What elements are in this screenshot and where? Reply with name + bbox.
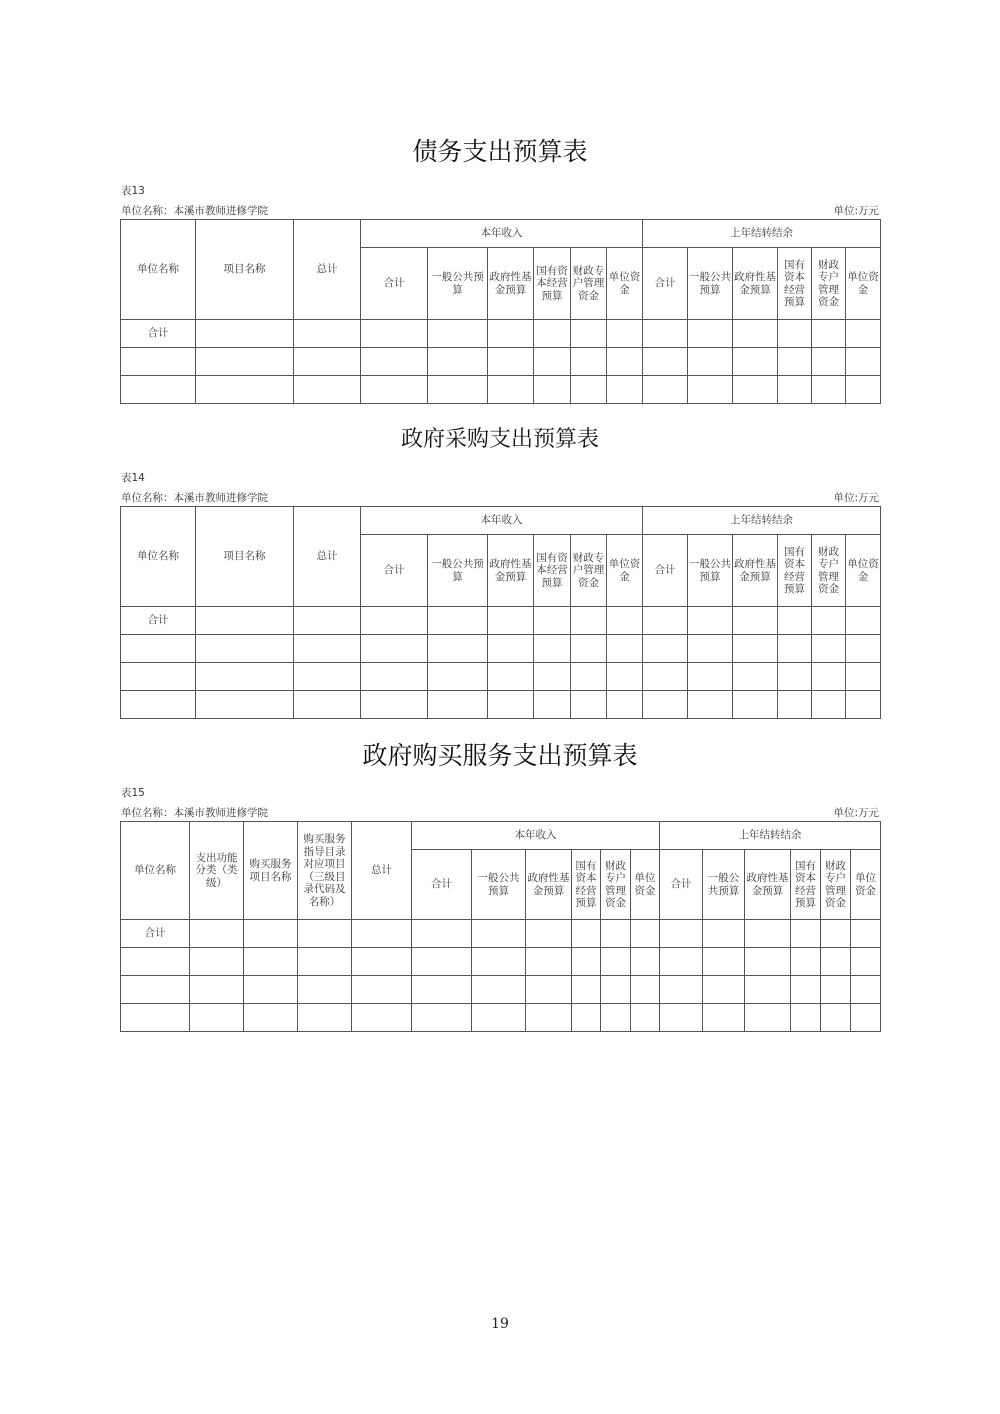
header-cy-unit-fund: 单位资金 xyxy=(607,535,643,607)
table-row xyxy=(121,1004,881,1032)
header-co-unit-fund: 单位资金 xyxy=(846,535,881,607)
header-co-state-capital: 国有资本经营预算 xyxy=(778,248,812,320)
header-unit-name: 单位名称 xyxy=(121,507,196,607)
header-cy-state-capital: 国有资本经营预算 xyxy=(534,248,571,320)
header-cy-general: 一般公共预算 xyxy=(428,535,488,607)
header-unit-name: 单位名称 xyxy=(121,822,190,920)
header-co-general: 一般公共预算 xyxy=(703,850,745,920)
table-row-total xyxy=(121,920,881,948)
table-row xyxy=(121,635,881,663)
table15 xyxy=(120,821,881,1032)
header-co-gov-fund: 政府性基金预算 xyxy=(745,850,791,920)
header-project-name: 项目名称 xyxy=(196,507,294,607)
header-cy-gov-fund: 政府性基金预算 xyxy=(488,535,534,607)
header-carryover: 上年结转结余 xyxy=(643,220,881,248)
header-cy-sum: 合计 xyxy=(412,850,472,920)
table13-unit-name: 单位名称：本溪市教师进修学院 xyxy=(121,205,268,217)
header-total: 总计 xyxy=(294,507,361,607)
total-row-label: 合计 xyxy=(121,607,196,635)
table-row xyxy=(121,691,881,719)
header-total: 总计 xyxy=(352,822,412,920)
header-cy-fiscal-special: 财政专户管理资金 xyxy=(571,535,607,607)
header-cy-general: 一般公共预算 xyxy=(472,850,526,920)
header-cy-state-capital: 国有资本经营预算 xyxy=(572,850,601,920)
header-guide-catalog: 购买服务指导目录对应项目（三级目录代码及名称） xyxy=(298,822,352,920)
table13-title: 债务支出预算表 xyxy=(412,137,588,166)
header-co-sum: 合计 xyxy=(660,850,703,920)
table15-title: 政府购买服务支出预算表 xyxy=(362,741,638,770)
table-row-total xyxy=(121,320,881,348)
header-cy-sum: 合计 xyxy=(361,248,428,320)
header-func-class: 支出功能分类（类级） xyxy=(190,822,244,920)
header-co-fiscal-special: 财政专户管理资金 xyxy=(812,535,846,607)
header-total: 总计 xyxy=(294,220,361,320)
table13-unit: 单位:万元 xyxy=(833,205,879,217)
table-row xyxy=(121,663,881,691)
table14-unit: 单位:万元 xyxy=(833,492,879,504)
header-cy-state-capital: 国有资本经营预算 xyxy=(534,535,571,607)
header-cy-gov-fund: 政府性基金预算 xyxy=(488,248,534,320)
header-cy-sum: 合计 xyxy=(361,535,428,607)
header-carryover: 上年结转结余 xyxy=(643,507,881,535)
table14-number: 表14 xyxy=(121,472,145,484)
table13 xyxy=(120,219,881,404)
header-co-sum: 合计 xyxy=(643,535,688,607)
header-cy-general: 一般公共预算 xyxy=(428,248,488,320)
header-co-state-capital: 国有资本经营预算 xyxy=(778,535,812,607)
header-cy-gov-fund: 政府性基金预算 xyxy=(526,850,572,920)
header-co-sum: 合计 xyxy=(643,248,688,320)
header-current-year: 本年收入 xyxy=(412,822,660,850)
header-co-unit-fund: 单位资金 xyxy=(851,850,881,920)
table-row-total xyxy=(121,607,881,635)
header-co-fiscal-special: 财政专户管理资金 xyxy=(821,850,851,920)
table15-unit: 单位:万元 xyxy=(833,807,879,819)
header-co-state-capital: 国有资本经营预算 xyxy=(791,850,821,920)
table-row xyxy=(121,348,881,376)
header-cy-fiscal-special: 财政专户管理资金 xyxy=(601,850,631,920)
total-row-label: 合计 xyxy=(121,320,196,348)
header-project-name: 项目名称 xyxy=(196,220,294,320)
header-co-gov-fund: 政府性基金预算 xyxy=(733,535,778,607)
table15-number: 表15 xyxy=(121,787,145,799)
header-co-general: 一般公共预算 xyxy=(688,535,733,607)
total-row-label: 合计 xyxy=(121,920,190,948)
table14-unit-name: 单位名称：本溪市教师进修学院 xyxy=(121,492,268,504)
header-current-year: 本年收入 xyxy=(361,507,643,535)
table15-unit-name: 单位名称：本溪市教师进修学院 xyxy=(121,807,268,819)
table14-title: 政府采购支出预算表 xyxy=(400,427,599,452)
header-co-general: 一般公共预算 xyxy=(688,248,733,320)
header-co-unit-fund: 单位资金 xyxy=(846,248,881,320)
table13-number: 表13 xyxy=(121,185,145,197)
header-cy-unit-fund: 单位资金 xyxy=(631,850,660,920)
page-number: 19 xyxy=(491,1316,509,1332)
table-row xyxy=(121,948,881,976)
header-service-project: 购买服务项目名称 xyxy=(244,822,298,920)
table-row xyxy=(121,376,881,404)
header-unit-name: 单位名称 xyxy=(121,220,196,320)
table14 xyxy=(120,506,881,719)
header-cy-fiscal-special: 财政专户管理资金 xyxy=(571,248,607,320)
table-row xyxy=(121,976,881,1004)
header-current-year: 本年收入 xyxy=(361,220,643,248)
header-co-fiscal-special: 财政专户管理资金 xyxy=(812,248,846,320)
header-cy-unit-fund: 单位资金 xyxy=(607,248,643,320)
header-carryover: 上年结转结余 xyxy=(660,822,881,850)
header-co-gov-fund: 政府性基金预算 xyxy=(733,248,778,320)
